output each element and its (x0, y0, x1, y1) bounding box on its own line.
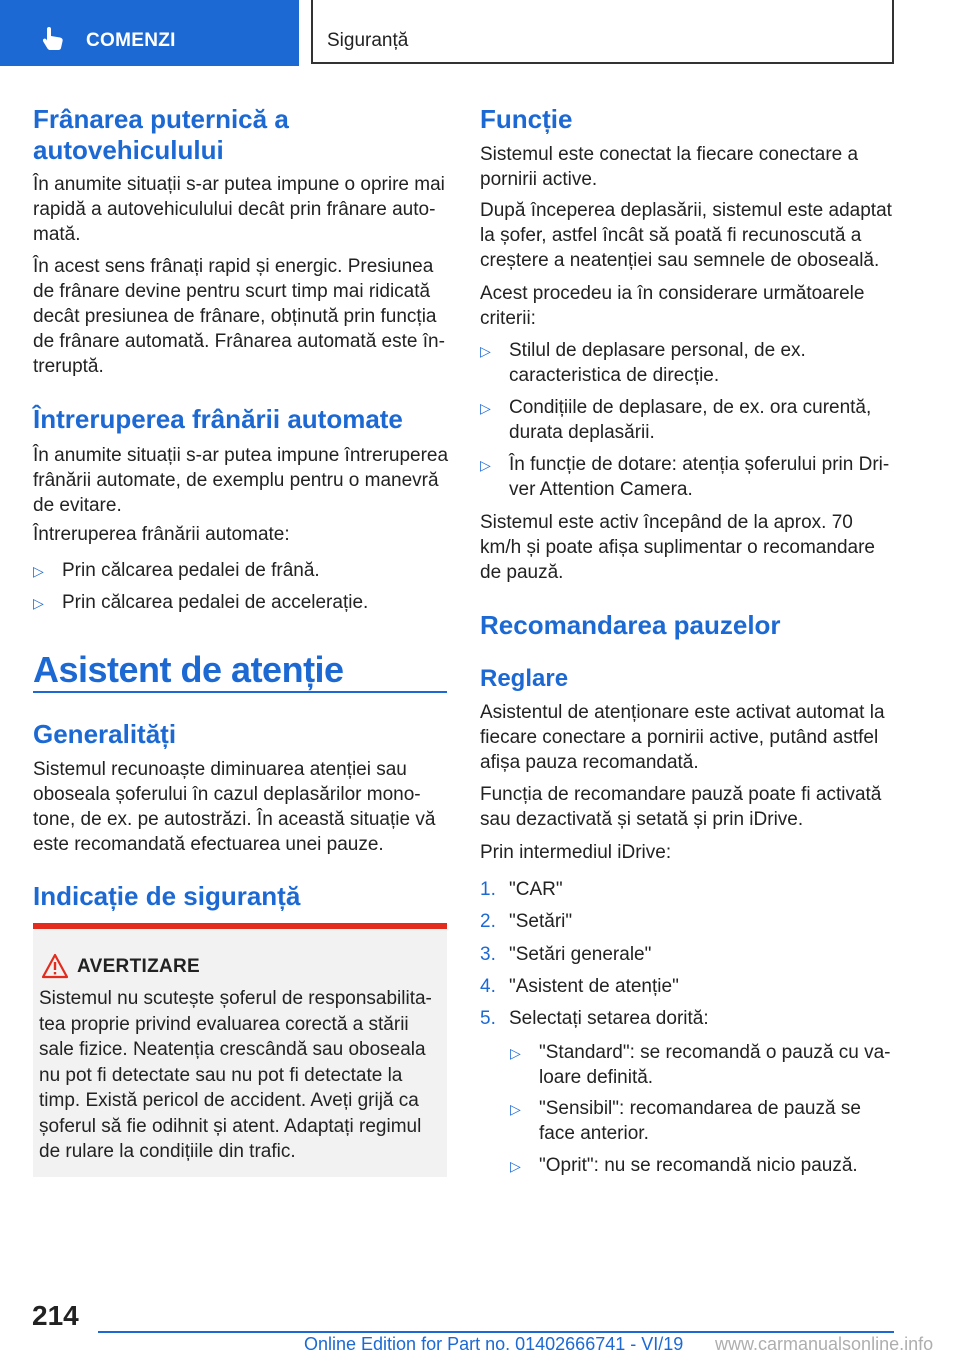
warning-title: AVERTIZARE (77, 956, 200, 977)
paragraph-reglare-3: Prin intermediul iDrive: (480, 842, 672, 863)
list-item: ▷ "Oprit": nu se recomandă nicio pauză. (510, 1153, 896, 1178)
list-item: 4. "Asistent de atenție" (480, 976, 679, 997)
triangle-bullet-icon: ▷ (480, 400, 491, 416)
triangle-bullet-icon: ▷ (510, 1158, 521, 1174)
edition-note: Online Edition for Part no. 01402666741 - VI/19 (304, 1334, 684, 1354)
paragraph-intreruperea-2: Întreruperea frânării automate: (33, 524, 290, 545)
paragraph-franarea-2: În acest sens frânați rapid și energic. Presiunea de frânare devine pentru scurt timp mai ridicată decât presiunea de frânare, obținută prin funcția de frânare automată. Frânarea automată este întreruptă. (33, 256, 445, 377)
triangle-bullet-icon: ▷ (33, 563, 44, 579)
paragraph-functie-3: Acest procedeu ia în considerare următoarele criterii: (480, 283, 865, 329)
watermark: www.carmanualsonline.info (715, 1334, 934, 1354)
chapter-label: COMENZI (86, 30, 176, 51)
list-item: ▷ Prin călcarea pedalei de accelerație. (33, 590, 447, 615)
pointing-hand-icon (40, 25, 66, 51)
list-item: 3. "Setări generale" (480, 944, 652, 965)
section-label: Siguranță (327, 30, 409, 51)
heading-generalitati: Generalități (33, 719, 177, 749)
paragraph-functie-4: Sistemul este activ începând de la aprox. 70 km/h și poate afișa suplimentar o recomandare de pauză. (480, 512, 875, 583)
page-number: 214 (32, 1300, 79, 1331)
paragraph-functie-1: Sistemul este conectat la fiecare conectare a pornirii active. (480, 144, 859, 190)
paragraph-reglare-1: Asistentul de atenționare este activat automat la fiecare conectare a pornirii active, putând astfel afișa pauza recomandată. (480, 702, 885, 773)
heading-indicatie: Indicație de siguranță (33, 881, 301, 911)
triangle-bullet-icon: ▷ (480, 343, 491, 359)
heading-functie: Funcție (480, 104, 573, 134)
list-item: ▷ "Sensibil": recomandarea de pauză se face anterior. (510, 1098, 861, 1144)
list-item: ▷ Prin călcarea pedalei de frână. (33, 558, 447, 583)
heading-intreruperea: Întreruperea frânării automate (33, 404, 403, 434)
list-item: ▷ Condițiile de deplasare, de ex. ora curentă, durata deplasării. (480, 397, 872, 443)
warning-text: Sistemul nu scutește șoferul de responsabilitatea proprie privind evaluarea corectă a stării sale fizice. Neatenția crescândă sau oboseala nu pot fi detectate sau nu pot fi detectate la timp. Există pericol de accident. Aveți grijă ca șoferul să fie odihnit și atent. Adaptați regimul de rulare la condițiile din trafic. (39, 988, 432, 1162)
heading-franarea: Frânarea puternică a autovehiculului (33, 104, 289, 165)
list-item: ▷ În funcție de dotare: atenția șoferului prin Driver Attention Camera. (480, 454, 890, 500)
triangle-bullet-icon: ▷ (510, 1045, 521, 1061)
warning-box (33, 923, 447, 1177)
chapter-tab[interactable] (0, 0, 299, 66)
paragraph-functie-2: După începerea deplasării, sistemul este adaptat la șofer, astfel încât să poată fi recunoscută a creștere a neatenției sau semnele de oboseală. (480, 200, 892, 271)
list-item: ▷ Stilul de deplasare personal, de ex. caracteristica de direcție. (480, 340, 806, 386)
list-item: 1. "CAR" (480, 879, 563, 900)
list-item: 2. "Setări" (480, 911, 573, 932)
heading-recomandarea: Recomandarea pauzelor (480, 610, 781, 640)
triangle-bullet-icon: ▷ (510, 1101, 521, 1117)
list-item: 5. Selectați setarea dorită: (480, 1008, 709, 1029)
paragraph-intreruperea-1: În anumite situații s-ar putea impune întreruperea frânării automate, de exemplu pentru o manevră de evitare. (33, 445, 449, 516)
warning-triangle-icon (41, 953, 69, 979)
section-tab[interactable] (311, 0, 894, 64)
list-item: ▷ "Standard": se recomandă o pauză cu valoare definită. (510, 1042, 891, 1088)
triangle-bullet-icon: ▷ (33, 595, 44, 611)
paragraph-reglare-2: Funcția de recomandare pauză poate fi activată sau dezactivată și setată și prin iDrive. (480, 784, 882, 830)
heading-underline (33, 691, 447, 693)
paragraph-franarea-1: În anumite situații s-ar putea impune o oprire mai rapidă a autovehiculului decât prin frânare automată. (33, 174, 445, 245)
footer-rule (98, 1331, 894, 1333)
heading-asistent: Asistent de atenție (33, 649, 344, 690)
heading-reglare: Reglare (480, 665, 569, 692)
paragraph-generalitati: Sistemul recunoaște diminuarea atenției sau oboseala șoferului în cazul deplasărilor monotone, de ex. pe autostrăzi. În această situație vă este recomandată efectuarea unei pauze. (33, 759, 436, 855)
triangle-bullet-icon: ▷ (480, 457, 491, 473)
